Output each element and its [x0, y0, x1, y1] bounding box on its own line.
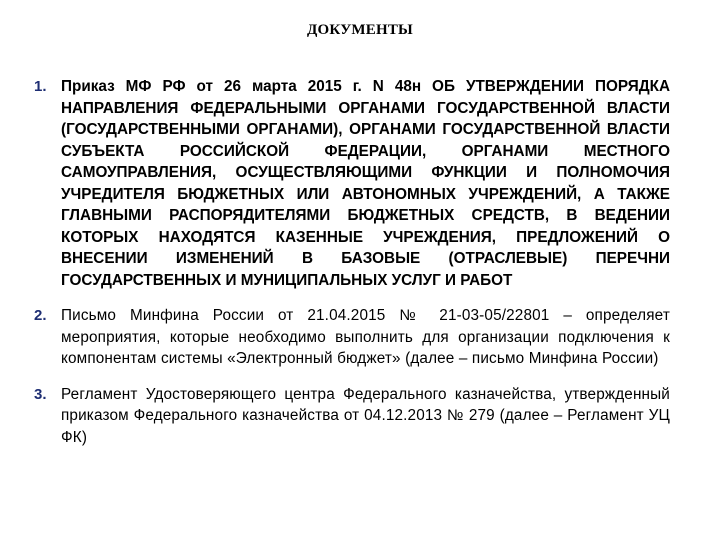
list-number: 3. — [34, 385, 47, 403]
list-number: 1. — [34, 78, 47, 95]
list-item-text: Приказ МФ РФ от 26 марта 2015 г. N 48н ОБ УТВЕРЖДЕНИИ ПОРЯДКА НАПРАВЛЕНИЯ ФЕДЕРАЛЬНЫМИ ОРГАНАМИ ГОСУДАРСТВЕННОЙ ВЛАСТИ (ГОСУДАРСТВЕННЫМИ ОРГАНАМИ), ОРГАНАМИ ГОСУДАРСТВЕННОЙ ВЛАСТИ СУБЪЕКТА РОССИЙСКОЙ ФЕДЕРАЦИИ, ОРГАНАМИ МЕСТНОГО САМОУПРАВЛЕНИЯ, ОСУЩЕСТВЛЯЮЩИМИ ФУНКЦИИ И ПОЛНОМОЧИЯ УЧРЕДИТЕЛЯ БЮДЖЕТНЫХ ИЛИ АВТОНОМНЫХ УЧРЕЖДЕНИЙ, А ТАКЖЕ ГЛАВНЫМИ РАСПОРЯДИТЕЛЯМИ БЮДЖЕТНЫХ СРЕДСТВ, В ВЕДЕНИИ КОТОРЫХ НАХОДЯТСЯ КАЗЕННЫЕ УЧРЕЖДЕНИЯ, ПРЕДЛОЖЕНИЙ О ВНЕСЕНИИ ИЗМЕНЕНИЙ В БАЗОВЫЕ (ОТРАСЛЕВЫЕ) ПЕРЕЧНИ ГОСУДАРСТВЕННЫХ И МУНИЦИПАЛЬНЫХ УСЛУГ И РАБОТ — [61, 78, 670, 289]
list-number: 2. — [34, 307, 47, 324]
list-item — [34, 305, 670, 370]
list-item — [34, 76, 670, 291]
list-item-text: Регламент Удостоверяющего центра Федерального казначейства, утвержденный приказом Федерального казначейства от 04.12.2013 № 279 (далее – Регламент УЦ ФК) — [61, 385, 670, 446]
page-title: ДОКУМЕНТЫ — [307, 22, 413, 38]
documents-list — [34, 76, 670, 448]
list-item — [34, 384, 670, 449]
list-item-text: Письмо Минфина России от 21.04.2015 № 21-03-05/22801 – определяет мероприятия, которые необходимо выполнить для организации подключения к компонентам системы «Электронный бюджет» (далее – письмо Минфина России) — [61, 307, 670, 367]
